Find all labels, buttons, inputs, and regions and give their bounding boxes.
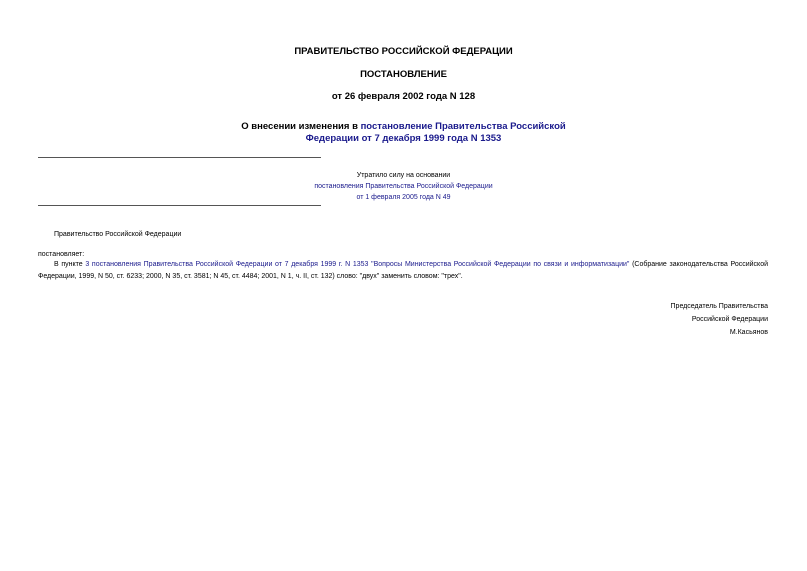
title-link-amended-decree-cont[interactable]: Федерации от 7 декабря 1999 года N 1353: [305, 133, 502, 144]
document-type: ПОСТАНОВЛЕНИЕ: [360, 69, 447, 80]
body-paragraph: [38, 259, 768, 283]
intro-text: Правительство Российской Федерации: [54, 231, 182, 238]
status-note: [241, 170, 566, 203]
status-line: Утратило силу на основании: [356, 172, 451, 179]
status-link-repealing-decree-date[interactable]: от 1 февраля 2005 года N 49: [356, 194, 451, 201]
title-link-amended-decree[interactable]: постановление Правительства Российской: [360, 121, 566, 132]
divider-top: [38, 157, 321, 158]
signature-org: Российской Федерации: [691, 316, 768, 323]
decrees-text: постановляет:: [38, 251, 85, 258]
issuing-authority: ПРАВИТЕЛЬСТВО РОССИЙСКОЙ ФЕДЕРАЦИИ: [294, 46, 513, 57]
signature-name: М.Касьянов: [729, 329, 768, 336]
document-date-number: от 26 февраля 2002 года N 128: [331, 91, 476, 102]
paragraph-start: В пункте: [54, 261, 86, 268]
document-title: [0, 121, 807, 145]
paragraph-link-decree[interactable]: 3 постановления Правительства Российской Федерации от 7 декабря 1999 г. N 1353 "Вопросы Министерства Российской Федерации по связи и информатизации": [85, 261, 630, 268]
signature-block: [671, 300, 768, 339]
signature-title: Председатель Правительства: [670, 303, 768, 310]
title-prefix: О внесении изменения в: [241, 121, 361, 132]
status-link-repealing-decree[interactable]: постановления Правительства Российской Федерации: [314, 183, 493, 190]
divider-bottom: [38, 205, 321, 206]
paragraph-end: (Собрание законодательства Российской Федерации, 1999, N 50, ст. 6233; 2000, N 35, ст. 3581; N 45, ст. 4484; 2001, N 1, ч. II, ст. 132) слово: "двух" заменить словом: "трех".: [38, 261, 768, 280]
